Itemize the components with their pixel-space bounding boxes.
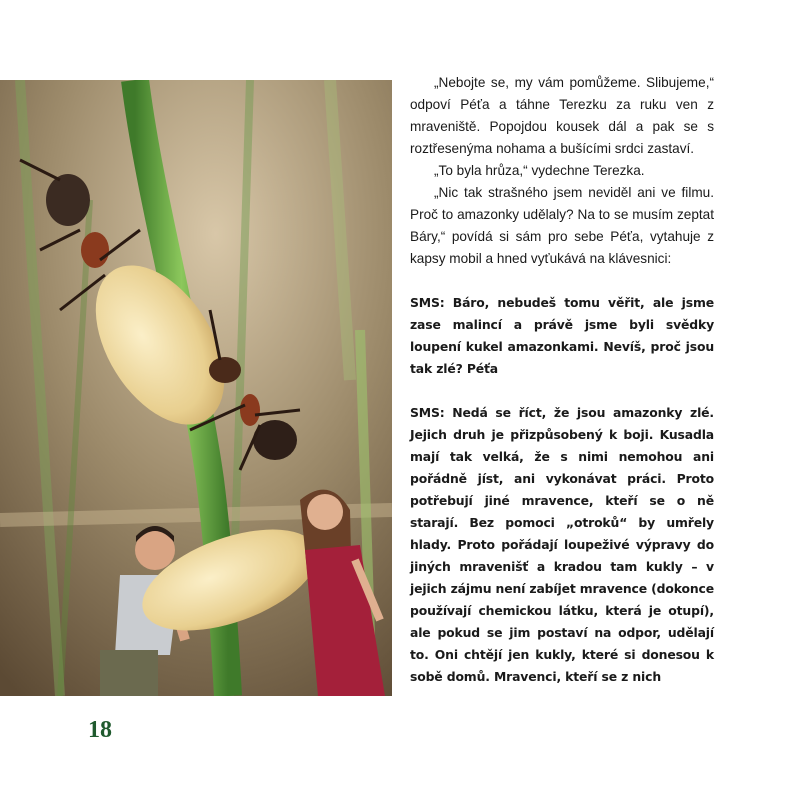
paragraph: „Nebojte se, my vám pomůžeme. Slibujeme,“ odpoví Péťa a táhne Terezku za ruku ven z mraveniště. Popojdou kousek dál a pak se s roztřesenýma nohama a bušícími srdci zastaví. — [410, 75, 714, 156]
text-column — [410, 72, 714, 688]
sms-message: SMS: Nedá se říct, že jsou amazonky zlé. Jejich druh je přizpůsobený k boji. Kusadla mají tak velká, že s nimi nemohou ani pořádně jíst, ani vykonávat práci. Proto potřebují jiné mravence, kteří se o ně starají. Bez pomoci „otroků“ by umřely hlady. Proto pořádají loupeživé výpravy do jiných mravenišť a kradou tam kukly – v jejich zájmu není zabíjet mravence (dokonce používají chemickou látku, která je otupí), ale pokud se jim postaví na odpor, udělají to. Oni chtějí jen kukly, které si donesou k sobě domů. Mravenci, kteří se z nich — [410, 405, 715, 684]
page-number: 18 — [88, 717, 112, 743]
spacer — [410, 270, 714, 292]
ant-scene — [0, 80, 392, 696]
paragraph: „Nic tak strašného jsem neviděl ani ve filmu. Proč to amazonky udělaly? Na to se musím zeptat Báry,“ povídá si sám pro sebe Péťa, vytahuje z kapsy mobil a hned vyťukává na klávesnici: — [410, 185, 714, 266]
paragraph: „To byla hrůza,“ vydechne Terezka. — [434, 163, 645, 178]
ant-illustration — [0, 80, 392, 696]
spacer — [410, 380, 714, 402]
sms-message: SMS: Báro, nebudeš tomu věřit, ale jsme zase malincí a právě jsme byli svědky loupení kukel amazonkami. Nevíš, proč jsou tak zlé? Péťa — [410, 295, 714, 376]
